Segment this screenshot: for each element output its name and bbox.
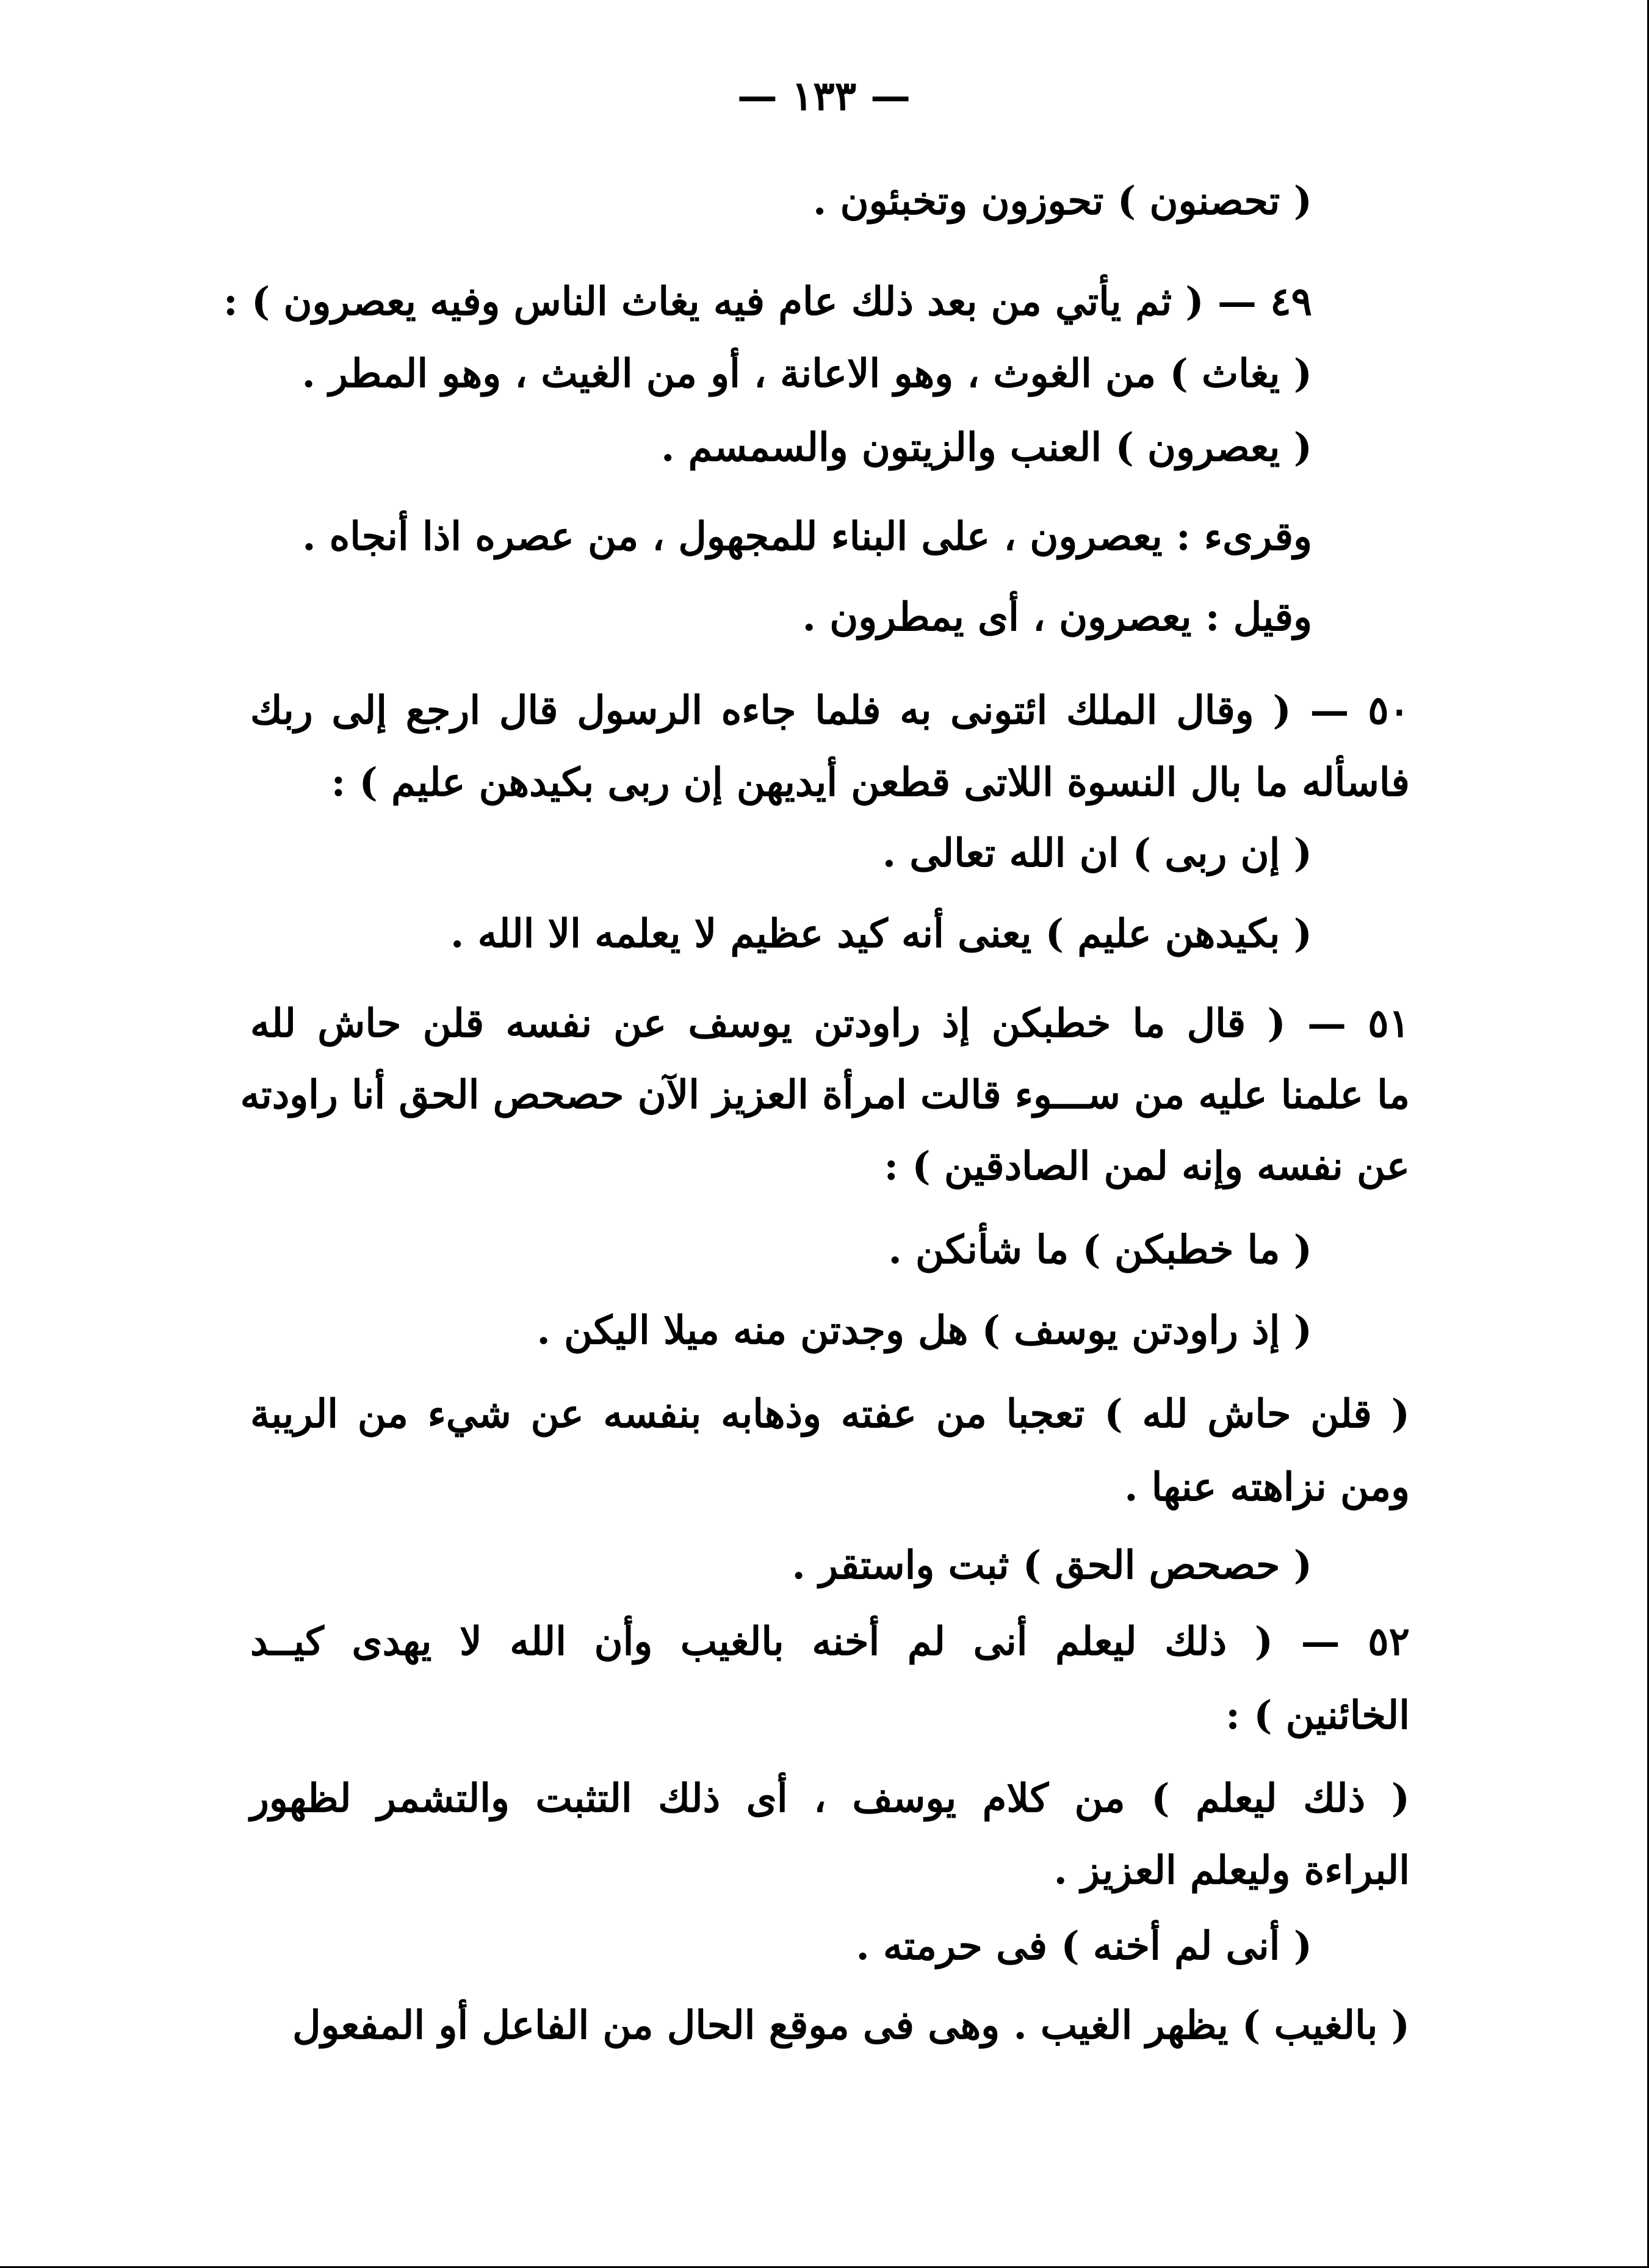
text-line: ( يغاث ) من الغوث ، وهو الاعانة ، أو من الغيث ، وهو المطر . bbox=[301, 351, 1312, 397]
text-line: البراءة وليعلم العزيز . bbox=[1053, 1848, 1410, 1893]
text-line: ٥١ — ( قال ما خطبكن إذ راودتن يوسف عن نفسه قلن حاش لله bbox=[250, 1001, 1410, 1046]
text-line: وقرىء : يعصرون ، على البناء للمجهول ، من عصره اذا أنجاه . bbox=[302, 514, 1312, 560]
text-line: ( أنى لم أخنه ) فى حرمته . bbox=[856, 1923, 1312, 1969]
text-line: ( بالغيب ) يظهر الغيب . وهى فى موقع الحال من الفاعل أو المفعول bbox=[292, 2003, 1410, 2048]
text-line: ( إن ربى ) ان الله تعالى . bbox=[882, 830, 1312, 876]
text-line: عن نفسه وإنه لمن الصادقين ) : bbox=[884, 1143, 1410, 1189]
text-column bbox=[223, 0, 1410, 2268]
page-number: — ١٣٣ — bbox=[737, 72, 911, 120]
text-line: ٤٩ — ( ثم يأتي من بعد ذلك عام فيه يغاث الناس وفيه يعصرون ) : bbox=[223, 279, 1312, 325]
text-line: ٥٠ — ( وقال الملك ائتونى به فلما جاءه الرسول قال ارجع إلى ربك bbox=[250, 688, 1410, 733]
text-line: ( حصحص الحق ) ثبت واستقر . bbox=[792, 1543, 1312, 1588]
text-line: وقيل : يعصرون ، أى يمطرون . bbox=[802, 594, 1312, 640]
text-line: الخائنين ) : bbox=[1225, 1693, 1410, 1738]
text-line: ( ذلك ليعلم ) من كلام يوسف ، أى ذلك التثبت والتشمر لظهور bbox=[250, 1776, 1410, 1821]
text-line: ( ما خطبكن ) ما شأنكن . bbox=[888, 1227, 1312, 1273]
text-line: ٥٢ — ( ذلك ليعلم أنى لم أخنه بالغيب وأن الله لا يهدى كيــد bbox=[250, 1619, 1410, 1665]
text-line: ما علمنا عليه من ســـوء قالت امرأة العزيز الآن حصحص الحق أنا راودته bbox=[240, 1072, 1410, 1118]
text-line: ومن نزاهته عنها . bbox=[1124, 1464, 1410, 1510]
text-line: ( يعصرون ) العنب والزيتون والسمسم . bbox=[661, 425, 1312, 470]
text-line: فاسأله ما بال النسوة اللاتى قطعن أيديهن إن ربى بكيدهن عليم ) : bbox=[331, 760, 1410, 805]
text-line: ( قلن حاش لله ) تعجبا من عفته وذهابه بنفسه عن شيء من الريبة bbox=[250, 1391, 1410, 1437]
text-line: ( بكيدهن عليم ) يعنى أنه كيد عظيم لا يعلمه الا الله . bbox=[450, 911, 1312, 957]
text-line: ( إذ راودتن يوسف ) هل وجدتن منه ميلا اليكن . bbox=[536, 1308, 1312, 1353]
text-line: ( تحصنون ) تحوزون وتخبئون . bbox=[813, 178, 1312, 224]
